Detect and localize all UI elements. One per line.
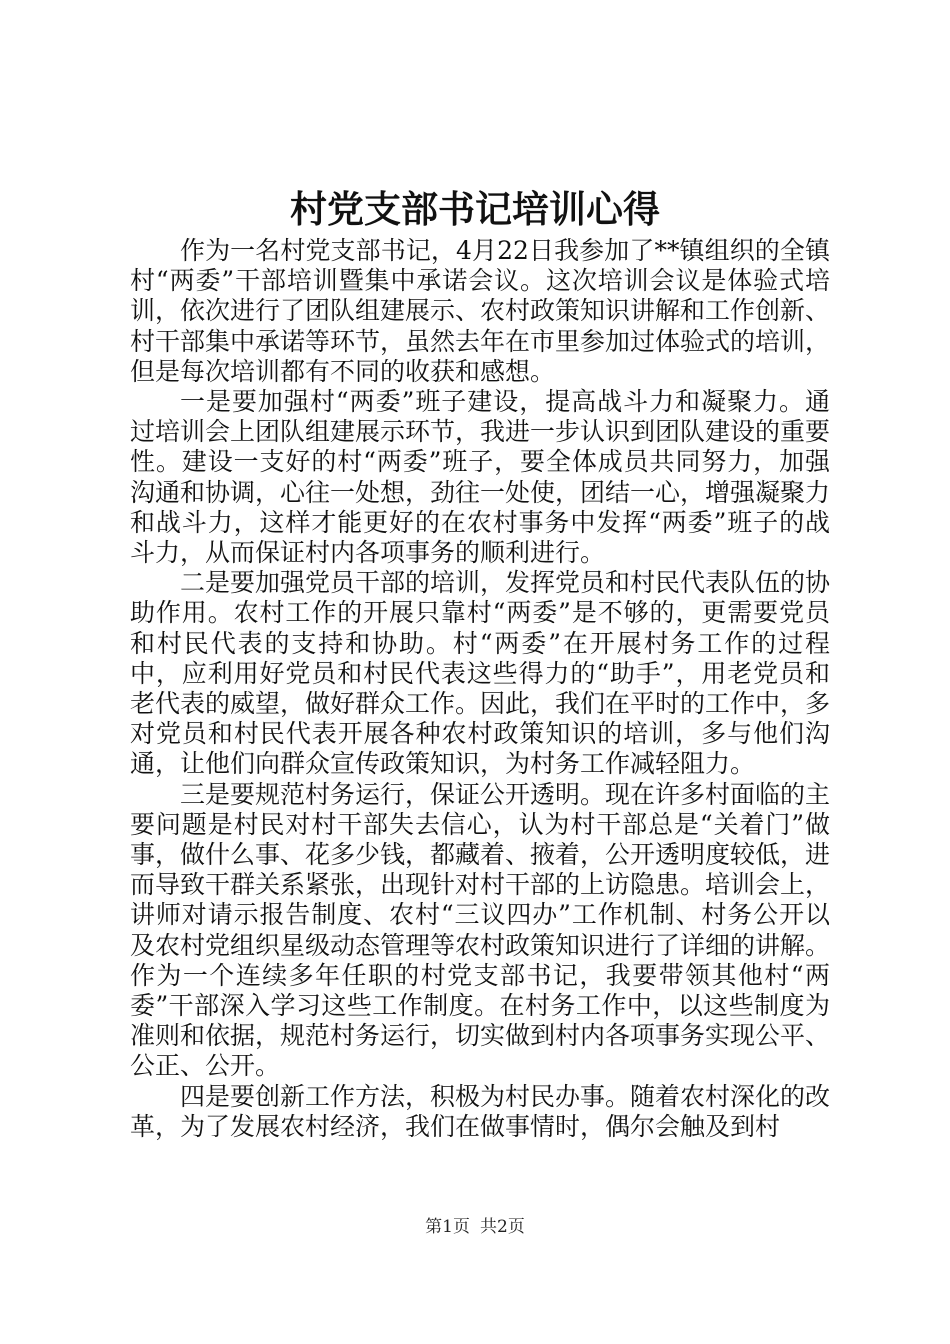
page-footer	[0, 1216, 950, 1238]
paragraph-point-four: 四是要创新工作方法，积极为村民办事。随着农村深化的改革，为了发展农村经济，我们在做事情时，偶尔会触及到村	[130, 1081, 831, 1141]
paragraph-point-one: 一是要加强村“两委”班子建设，提高战斗力和凝聚力。通过培训会上团队组建展示环节，我进一步认识到团队建设的重要性。建设一支好的村“两委”班子，要全体成员共同努力，加强沟通和协调，心往一处想，劲往一处使，团结一心，增强凝聚力和战斗力，这样才能更好的在农村事务中发挥“两委”班子的战斗力，从而保证村内各项事务的顺利进行。	[130, 387, 831, 568]
page-number: 第1页	[425, 1217, 470, 1237]
paragraph-point-three: 三是要规范村务运行，保证公开透明。现在许多村面临的主要问题是村民对村干部失去信心，认为村干部总是“关着门”做事，做什么事、花多少钱，都藏着、掖着，公开透明度较低，进而导致干群关系紧张，出现针对村干部的上访隐患。培训会上，讲师对请示报告制度、农村“三议四办”工作机制、村务公开以及农村党组织星级动态管理等农村政策知识进行了详细的讲解。作为一个连续多年任职的村党支部书记，我要带领其他村“两委”干部深入学习这些工作制度。在村务工作中，以这些制度为准则和依据，规范村务运行，切实做到村内各项事务实现公平、公正、公开。	[130, 779, 831, 1081]
paragraph-intro: 作为一名村党支部书记，4月22日我参加了**镇组织的全镇村“两委”干部培训暨集中承诺会议。这次培训会议是体验式培训，依次进行了团队组建展示、农村政策知识讲解和工作创新、村干部集中承诺等环节，虽然去年在市里参加过体验式的培训，但是每次培训都有不同的收获和感想。	[130, 236, 831, 386]
document-title: 村党支部书记培训心得	[290, 187, 660, 231]
page-total: 共2页	[480, 1217, 525, 1237]
paragraph-point-two: 二是要加强党员干部的培训，发挥党员和村民代表队伍的协助作用。农村工作的开展只靠村“两委”是不够的，更需要党员和村民代表的支持和协助。村“两委”在开展村务工作的过程中，应利用好党员和村民代表这些得力的“助手”，用老党员和老代表的威望，做好群众工作。因此，我们在平时的工作中，多对党员和村民代表开展各种农村政策知识的培训，多与他们沟通，让他们向群众宣传政策知识，为村务工作减轻阻力。	[130, 568, 831, 779]
document-body	[130, 236, 830, 1142]
